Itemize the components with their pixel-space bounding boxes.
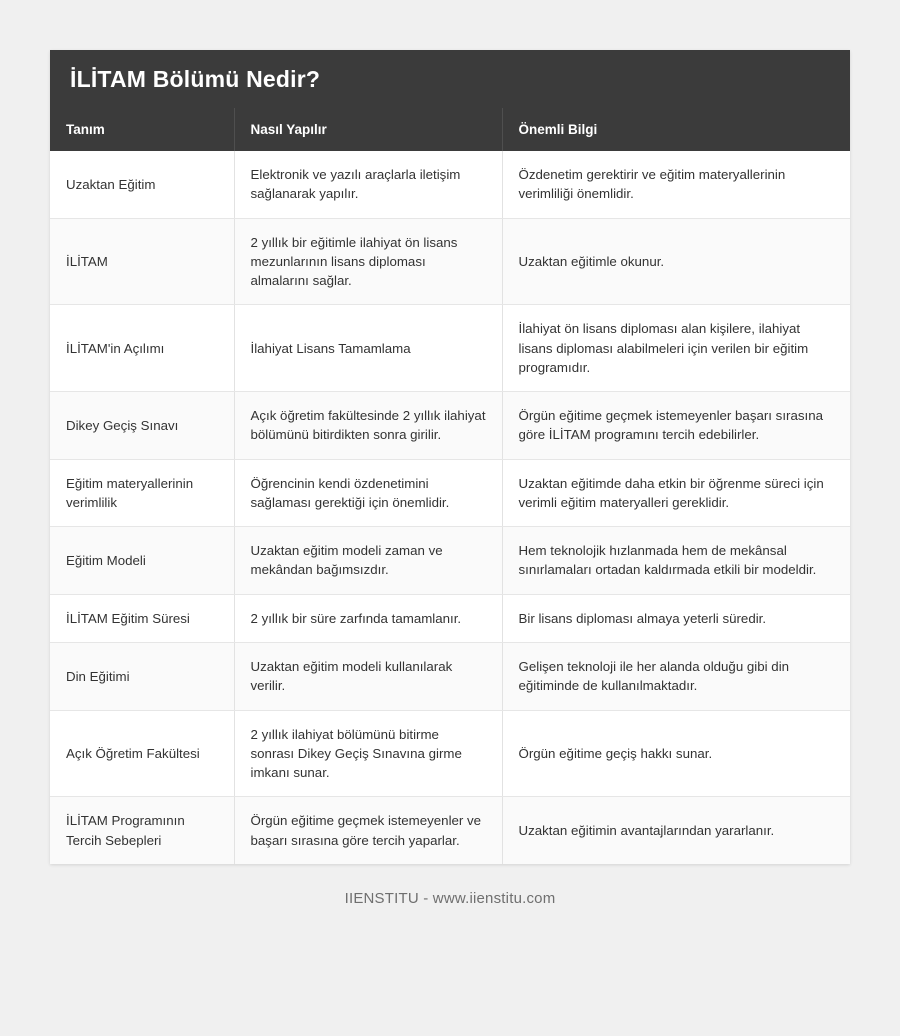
column-header-nasil-yapilir: Nasıl Yapılır — [234, 108, 502, 151]
cell-onemli: Örgün eğitime geçiş hakkı sunar. — [502, 710, 850, 797]
cell-nasil: Elektronik ve yazılı araçlarla iletişim sağlanarak yapılır. — [234, 151, 502, 218]
cell-nasil: 2 yıllık ilahiyat bölümünü bitirme sonrası Dikey Geçiş Sınavına girme imkanı sunar. — [234, 710, 502, 797]
cell-tanim: İLİTAM — [50, 218, 234, 305]
cell-nasil: 2 yıllık bir süre zarfında tamamlanır. — [234, 594, 502, 642]
card-header — [50, 50, 850, 108]
cell-tanim: Açık Öğretim Fakültesi — [50, 710, 234, 797]
cell-onemli: Uzaktan eğitimde daha etkin bir öğrenme süreci için verimli eğitim materyalleri gereklidir. — [502, 459, 850, 527]
table-row — [50, 797, 850, 864]
cell-nasil: Örgün eğitime geçmek istemeyenler ve başarı sırasına göre tercih yaparlar. — [234, 797, 502, 864]
cell-tanim: Din Eğitimi — [50, 642, 234, 710]
table-row — [50, 218, 850, 305]
info-table — [50, 108, 850, 864]
cell-onemli: İlahiyat ön lisans diploması alan kişilere, ilahiyat lisans diploması alabilmeleri için verilen bir eğitim programıdır. — [502, 305, 850, 392]
table-row — [50, 151, 850, 218]
cell-nasil: Uzaktan eğitim modeli zaman ve mekândan bağımsızdır. — [234, 527, 502, 595]
cell-nasil: Açık öğretim fakültesinde 2 yıllık ilahiyat bölümünü bitirdikten sonra girilir. — [234, 392, 502, 460]
table-row — [50, 710, 850, 797]
cell-onemli: Uzaktan eğitimin avantajlarından yararlanır. — [502, 797, 850, 864]
cell-nasil: Uzaktan eğitim modeli kullanılarak verilir. — [234, 642, 502, 710]
table-row — [50, 527, 850, 595]
cell-tanim: İLİTAM Eğitim Süresi — [50, 594, 234, 642]
cell-nasil: Öğrencinin kendi özdenetimini sağlaması gerektiği için önemlidir. — [234, 459, 502, 527]
cell-tanim: Uzaktan Eğitim — [50, 151, 234, 218]
cell-nasil: İlahiyat Lisans Tamamlama — [234, 305, 502, 392]
cell-tanim: İLİTAM'in Açılımı — [50, 305, 234, 392]
cell-onemli: Bir lisans diploması almaya yeterli süredir. — [502, 594, 850, 642]
footer-attribution: IIENSTITU - www.iienstitu.com — [344, 889, 556, 907]
cell-onemli: Özdenetim gerektirir ve eğitim materyallerinin verimliliği önemlidir. — [502, 151, 850, 218]
column-header-onemli-bilgi: Önemli Bilgi — [502, 108, 850, 151]
info-card — [50, 50, 850, 864]
cell-tanim: Eğitim Modeli — [50, 527, 234, 595]
cell-onemli: Uzaktan eğitimle okunur. — [502, 218, 850, 305]
column-header-tanim: Tanım — [50, 108, 234, 151]
cell-nasil: 2 yıllık bir eğitimle ilahiyat ön lisans mezunlarının lisans diploması almalarını sağlar. — [234, 218, 502, 305]
table-row — [50, 392, 850, 460]
cell-onemli: Hem teknolojik hızlanmada hem de mekânsal sınırlamaları ortadan kaldırmada etkili bir modeldir. — [502, 527, 850, 595]
table-row — [50, 459, 850, 527]
cell-tanim: Dikey Geçiş Sınavı — [50, 392, 234, 460]
table-body — [50, 151, 850, 864]
table-header — [50, 108, 850, 151]
page-title: İLİTAM Bölümü Nedir? — [70, 65, 321, 92]
table-row — [50, 594, 850, 642]
cell-onemli: Gelişen teknoloji ile her alanda olduğu gibi din eğitiminde de kullanılmaktadır. — [502, 642, 850, 710]
cell-tanim: Eğitim materyallerinin verimlilik — [50, 459, 234, 527]
table-row — [50, 305, 850, 392]
table-header-row — [50, 108, 850, 151]
cell-onemli: Örgün eğitime geçmek istemeyenler başarı sırasına göre İLİTAM programını tercih edebilirler. — [502, 392, 850, 460]
cell-tanim: İLİTAM Programının Tercih Sebepleri — [50, 797, 234, 864]
table-row — [50, 642, 850, 710]
